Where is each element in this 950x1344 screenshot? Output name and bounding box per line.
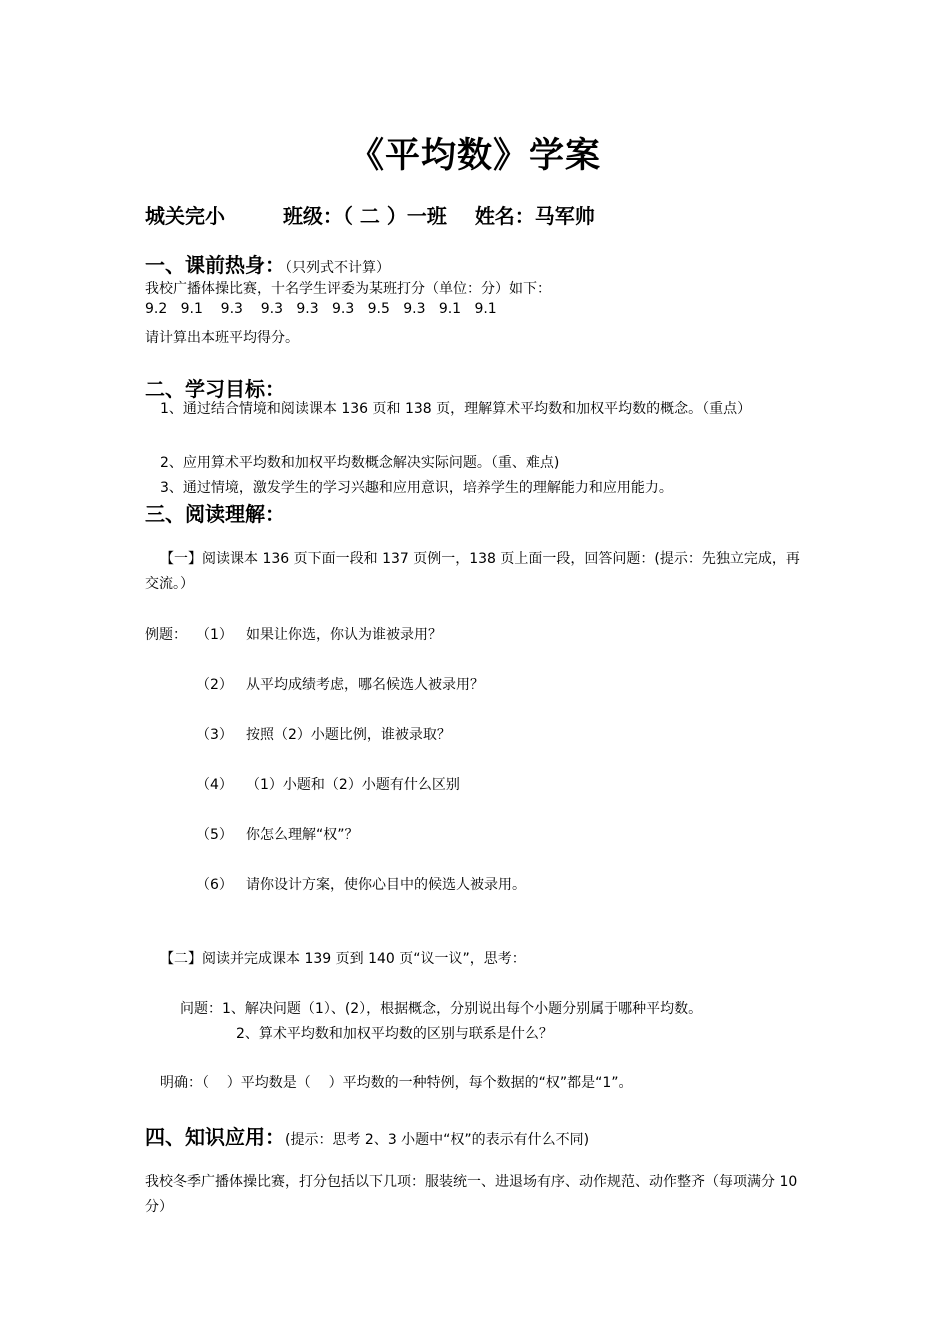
question-text: 如果让你选，你认为谁被录用？	[246, 627, 442, 643]
goal-1: 1、通过结合情境和阅读课本 136 页和 138 页，理解算术平均数和加权平均数的概念。（重点）	[160, 401, 752, 417]
question-6	[196, 874, 526, 894]
section-1-note: （只列式不计算）	[285, 260, 390, 276]
question-text: （1）小题和（2）小题有什么区别	[246, 777, 460, 793]
section-4-title: 四、知识应用：	[145, 1125, 285, 1149]
question-text: 请你设计方案，使你心目中的候选人被录用。	[246, 877, 526, 893]
header-info	[145, 200, 595, 229]
goal-2: 2、应用算术平均数和加权平均数概念解决实际问题。（重、难点)	[160, 455, 560, 471]
class-info: 班级：（ 二 ）一班	[282, 204, 447, 228]
reading-part-1: 【一】阅读课本 136 页下面一段和 137 页例一，138 页上面一段，回答问题：(提示：先独立完成，再交流。）	[145, 551, 800, 592]
section-3-heading: 三、阅读理解：	[145, 502, 285, 526]
question-number: （6）	[196, 877, 233, 893]
question-2	[196, 674, 484, 694]
section-1-heading	[145, 249, 390, 278]
question-4	[196, 774, 460, 794]
page-title: 《平均数》学案	[348, 136, 601, 176]
question-text: 你怎么理解“权”？	[246, 827, 359, 843]
section-4-note: (提示：思考 2、3 小题中“权”的表示有什么不同)	[285, 1132, 590, 1148]
question-number: （2）	[196, 677, 233, 693]
section-4-heading	[145, 1121, 589, 1150]
question-3	[196, 724, 451, 744]
problem-1: 问题：1、解决问题（1）、(2），根据概念，分别说出每个小题分别属于哪种平均数。	[180, 1001, 703, 1017]
section-2-heading: 二、学习目标：	[145, 377, 285, 401]
question-number: （1）	[196, 627, 233, 643]
problem-2: 2、算术平均数和加权平均数的区别与联系是什么？	[236, 1026, 553, 1042]
warmup-paragraph: 我校广播体操比赛，十名学生评委为某班打分（单位：分）如下：	[145, 281, 551, 297]
question-5	[196, 824, 359, 844]
application-paragraph: 我校冬季广播体操比赛，打分包括以下几项：服装统一、进退场有序、动作规范、动作整齐（每项满分 10 分）	[145, 1174, 798, 1215]
clarification: 明确：（ ）平均数是（ ）平均数的一种特例，每个数据的“权”都是“1”。	[160, 1075, 633, 1091]
example-label: 例题：	[145, 627, 187, 643]
question-text: 按照（2）小题比例，谁被录取？	[246, 727, 451, 743]
score-list: 9.2 9.1 9.3 9.3 9.3 9.3 9.5 9.3 9.1 9.1	[145, 301, 497, 317]
question-number: （5）	[196, 827, 233, 843]
question-1	[196, 624, 442, 644]
question-text: 从平均成绩考虑，哪名候选人被录用？	[246, 677, 484, 693]
section-1-title: 一、课前热身：	[145, 253, 285, 277]
warmup-question: 请计算出本班平均得分。	[145, 330, 299, 346]
student-name: 姓名：马军帅	[474, 204, 595, 228]
school-name: 城关完小	[145, 204, 225, 228]
question-number: （3）	[196, 727, 233, 743]
reading-part-2: 【二】阅读并完成课本 139 页到 140 页“议一议”，思考：	[160, 951, 526, 967]
question-number: （4）	[196, 777, 233, 793]
goal-3: 3、通过情境，激发学生的学习兴趣和应用意识，培养学生的理解能力和应用能力。	[160, 480, 673, 496]
